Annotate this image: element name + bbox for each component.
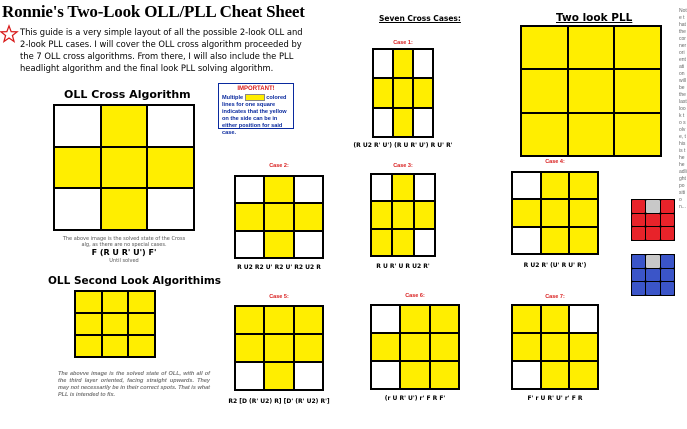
yellow-sticker <box>394 79 412 106</box>
oll-second-heading: OLL Second Look Algorithims <box>48 275 222 287</box>
white-sticker <box>414 109 432 136</box>
white-sticker <box>415 230 434 255</box>
yellow-sticker <box>615 114 660 155</box>
pll-heading: Two look PLL <box>556 12 633 24</box>
page-title: Ronnie's Two-Look OLL/PLL Cheat Sheet <box>2 2 305 21</box>
yellow-sticker <box>615 70 660 111</box>
case-label: Case 2: <box>269 163 289 169</box>
yellow-sticker <box>372 202 391 227</box>
yellow-sticker <box>76 292 101 312</box>
yellow-sticker <box>570 200 597 225</box>
yellow-sticker <box>102 148 147 188</box>
yellow-sticker <box>401 306 428 332</box>
case-algorithm: (r U R' U') r' F R F' <box>384 395 446 402</box>
case-label: Case 6: <box>405 293 425 299</box>
intro-text: This guide is a very simple layout of all the possible 2-look OLL and 2-look PLL cases. I will cover the OLL cross algorithm proceeded by the 7 OLL cross algorithms. From there, I will also include the PLL headlight algorithm and the final look PLL solving algorithm. <box>20 27 303 73</box>
headlight-sticker <box>661 269 674 282</box>
yellow-sticker <box>542 334 569 360</box>
yellow-sticker <box>129 314 154 334</box>
case-cube <box>511 304 599 390</box>
white-sticker <box>236 177 263 202</box>
yellow-sticker <box>393 230 412 255</box>
case-algorithm: (R U2 R' U') (R U R' U') R U' R' <box>353 142 453 149</box>
white-sticker <box>236 363 263 389</box>
headlight-sticker <box>661 255 674 268</box>
headlight-sticker <box>661 282 674 295</box>
yellow-sticker <box>76 314 101 334</box>
yellow-sticker <box>542 306 569 332</box>
yellow-sticker <box>129 292 154 312</box>
headlight-sticker <box>632 255 645 268</box>
yellow-sticker <box>570 362 597 388</box>
yellow-sticker <box>569 114 614 155</box>
headlight-sticker <box>661 214 674 227</box>
yellow-sticker <box>513 334 540 360</box>
white-sticker <box>374 109 392 136</box>
oll-cross-caption: The above image is the solved state of the Cross alg, as there are no special cases. <box>62 236 186 248</box>
headlight-sticker <box>646 282 659 295</box>
case-label: Case 1: <box>393 40 413 46</box>
star-icon <box>0 25 18 43</box>
case-algorithm: R U R' U R U2 R' <box>376 263 430 270</box>
white-sticker <box>414 50 432 77</box>
case-label: Case 3: <box>393 163 413 169</box>
oll-cross-cube <box>53 104 195 231</box>
note-heading: IMPORTANT! <box>237 86 275 92</box>
yellow-sticker <box>570 228 597 253</box>
yellow-sticker <box>542 362 569 388</box>
white-sticker <box>415 175 434 200</box>
yellow-sticker <box>415 202 434 227</box>
headlight-sticker <box>646 200 659 213</box>
yellow-sticker <box>431 362 458 388</box>
case-cube <box>372 48 434 138</box>
yellow-sticker <box>265 335 292 361</box>
headlight-sticker <box>661 200 674 213</box>
yellow-sticker <box>236 307 263 333</box>
yellow-sticker <box>542 228 569 253</box>
note-text-before: Multiple <box>222 94 244 101</box>
headlight-sticker <box>646 227 659 240</box>
yellow-sticker <box>570 334 597 360</box>
white-sticker <box>55 106 100 146</box>
yellow-sticker <box>393 202 412 227</box>
note-text-after: colored lines for one square indicates that the yellow on the side can be in either position for said case. <box>222 94 287 136</box>
yellow-sticker <box>431 306 458 332</box>
yellow-sticker <box>103 292 128 312</box>
case-cube <box>370 304 460 390</box>
oll-cross-until: Until solved <box>109 258 139 264</box>
yellow-sticker <box>542 200 569 225</box>
yellow-sticker <box>393 175 412 200</box>
yellow-sticker <box>522 70 567 111</box>
yellow-sticker <box>372 230 391 255</box>
oll-second-caption: The abovve image is the solved state of OLL, with all of the third layer oriented, facing straight upwards. They may not necessarily be in their correct spots. That is what PLL is intended to fix. <box>58 371 210 398</box>
white-sticker <box>295 232 322 257</box>
case-label: Case 5: <box>269 294 289 300</box>
yellow-sticker <box>295 335 322 361</box>
case-cube <box>511 171 599 255</box>
yellow-sticker <box>236 204 263 229</box>
headlight-cube <box>631 254 675 296</box>
white-sticker <box>372 306 399 332</box>
yellow-sticker <box>295 307 322 333</box>
yellow-sticker <box>569 27 614 68</box>
white-sticker <box>295 177 322 202</box>
yellow-sticker <box>103 314 128 334</box>
yellow-sticker <box>522 114 567 155</box>
case-label: Case 7: <box>545 294 565 300</box>
case-algorithm: R U2 R' (U' R U' R') <box>523 262 587 269</box>
yellow-sticker <box>394 50 412 77</box>
case-cube <box>234 175 324 259</box>
yellow-sticker <box>513 200 540 225</box>
white-sticker <box>372 362 399 388</box>
yellow-sticker <box>542 173 569 198</box>
yellow-sticker <box>372 334 399 360</box>
yellow-sticker <box>570 173 597 198</box>
important-note <box>218 83 294 136</box>
yellow-sticker <box>103 336 128 356</box>
white-sticker <box>513 362 540 388</box>
yellow-sticker <box>522 27 567 68</box>
headlight-sticker <box>632 214 645 227</box>
headlight-cube <box>631 199 675 241</box>
oll-cross-algorithm: F (R U R' U') F' <box>91 248 157 257</box>
seven-cases-heading: Seven Cross Cases: <box>379 14 461 23</box>
yellow-sticker <box>129 336 154 356</box>
white-sticker <box>295 363 322 389</box>
headlight-sticker <box>646 255 659 268</box>
white-sticker <box>513 228 540 253</box>
yellow-sticker <box>265 204 292 229</box>
headlight-sticker <box>646 214 659 227</box>
white-sticker <box>236 232 263 257</box>
oll-cross-heading: OLL Cross Algorithm <box>64 88 191 101</box>
white-sticker <box>372 175 391 200</box>
yellow-sticker <box>102 106 147 146</box>
headlight-sticker <box>632 227 645 240</box>
side-note: Note that the corner orientation will be the last look to solve, this is the headlight position... <box>679 8 687 210</box>
case-cube <box>370 173 436 257</box>
yellow-sticker <box>569 70 614 111</box>
white-sticker <box>55 189 100 229</box>
yellow-sticker <box>295 204 322 229</box>
yellow-sticker <box>401 362 428 388</box>
white-sticker <box>148 189 193 229</box>
yellow-sticker <box>102 189 147 229</box>
white-sticker <box>148 106 193 146</box>
headlight-sticker <box>661 227 674 240</box>
headlight-sticker <box>646 269 659 282</box>
yellow-sticker <box>401 334 428 360</box>
case-cube <box>234 305 324 391</box>
yellow-sticker <box>265 363 292 389</box>
white-sticker <box>513 173 540 198</box>
white-sticker <box>570 306 597 332</box>
case-algorithm: R2 [D (R' U2) R] [D' (R' U2) R'] <box>228 398 330 405</box>
yellow-sticker <box>414 79 432 106</box>
yellow-sticker <box>431 334 458 360</box>
yellow-sticker <box>265 307 292 333</box>
oll-second-cube <box>74 290 156 358</box>
yellow-sticker <box>265 232 292 257</box>
pll-cube <box>520 25 662 157</box>
yellow-sticker <box>615 27 660 68</box>
yellow-sticker <box>236 335 263 361</box>
case-algorithm: F' r U R' U' r' F R <box>527 395 583 402</box>
headlight-sticker <box>632 269 645 282</box>
yellow-sticker <box>394 109 412 136</box>
headlight-sticker <box>632 282 645 295</box>
case-algorithm: R U2 R2 U' R2 U' R2 U2 R <box>237 264 321 271</box>
yellow-sticker <box>513 306 540 332</box>
yellow-sticker <box>265 177 292 202</box>
case-label: Case 4: <box>545 159 565 165</box>
white-sticker <box>374 50 392 77</box>
yellow-sticker <box>148 148 193 188</box>
headlight-sticker <box>632 200 645 213</box>
yellow-swatch <box>245 94 265 101</box>
yellow-sticker <box>76 336 101 356</box>
yellow-sticker <box>374 79 392 106</box>
yellow-sticker <box>55 148 100 188</box>
